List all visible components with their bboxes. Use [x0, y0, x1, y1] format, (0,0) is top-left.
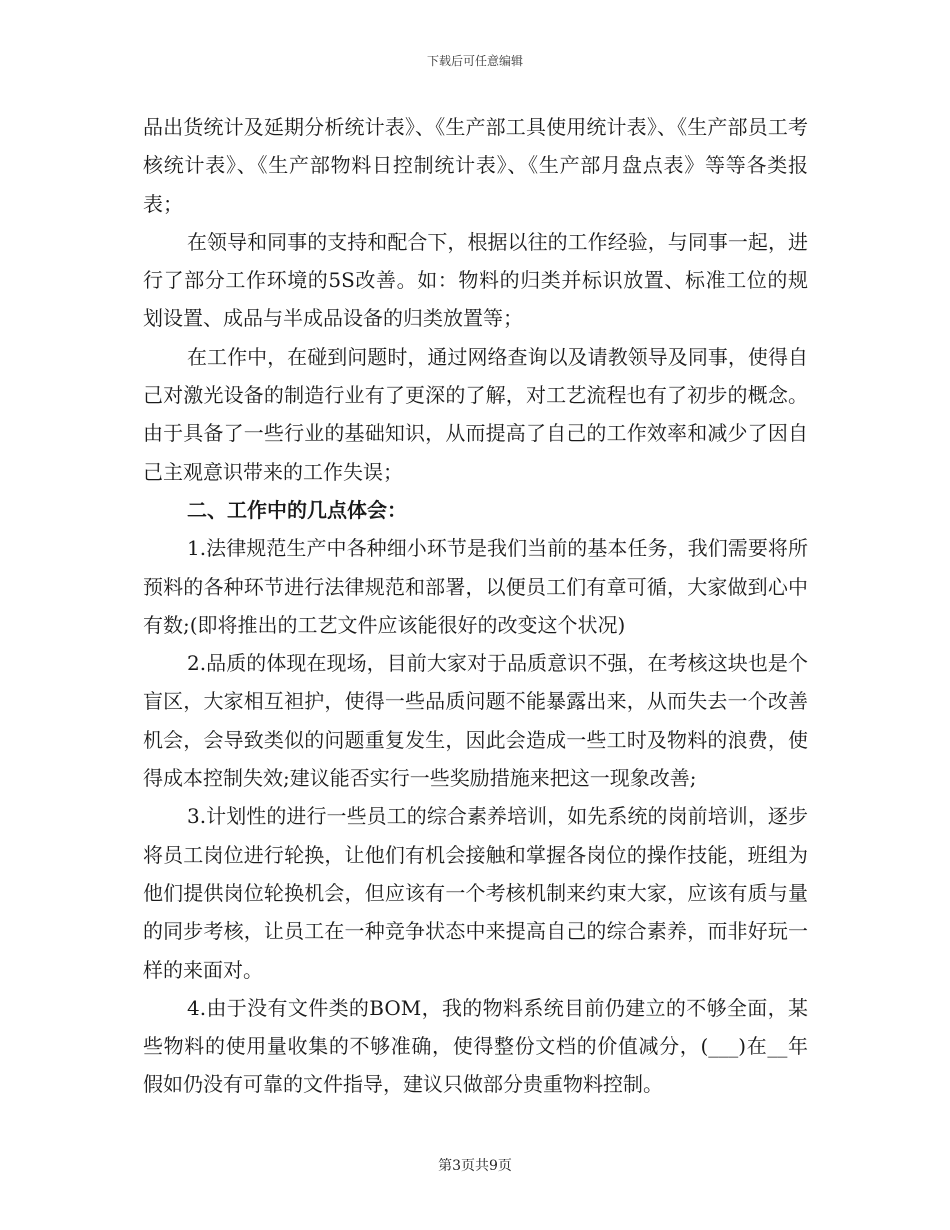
- page-footer: 第3页共9页: [438, 1158, 512, 1174]
- paragraph-report-list: 品出货统计及延期分析统计表》、《生产部工具使用统计表》、《生产部员工考核统计表》、《生产部物料日控制统计表》、《生产部月盘点表》等等各类报表；: [143, 115, 808, 216]
- paragraph-point-1: 1.法律规范生产中各种细小环节是我们当前的基本任务，我们需要将所预料的各种环节进行法律规范和部署，以便员工们有章可循，大家做到心中有数;(即将推出的工艺文件应该能很好的改变这个状况): [143, 536, 808, 637]
- section-heading: 二、工作中的几点体会：: [187, 497, 407, 522]
- paragraph-point-3: 3.计划性的进行一些员工的综合素养培训，如先系统的岗前培训，逐步将员工岗位进行轮换，让他们有机会接触和掌握各岗位的操作技能，班组为他们提供岗位轮换机会，但应该有一个考核机制来约束大家，应该有质与量的同步考核，让员工在一种竞争状态中来提高自己的综合素养，而非好玩一样的来面对。: [143, 804, 808, 982]
- paragraph-5s-improvement: 在领导和同事的支持和配合下，根据以往的工作经验，与同事一起，进行了部分工作环境的5S改善。如：物料的归类并标识放置、标准工位的规划设置、成品与半成品设备的归类放置等；: [143, 229, 808, 331]
- paragraph-point-4: 4.由于没有文件类的BOM，我的物料系统目前仍建立的不够全面，某些物料的使用量收集的不够准确，使得整份文档的价值减分，(___)在__年假如仍没有可靠的文件指导，建议只做部分贵重物料控制。: [143, 995, 808, 1097]
- paragraph-learning: 在工作中，在碰到问题时，通过网络查询以及请教领导及同事，使得自己对激光设备的制造行业有了更深的了解，对工艺流程也有了初步的概念。由于具备了一些行业的基础知识，从而提高了自己的工作效率和减少了因自己主观意识带来的工作失误；: [143, 344, 808, 484]
- page-header: 下载后可任意编辑: [426, 54, 523, 68]
- document-body: [143, 108, 808, 1104]
- paragraph-point-2: 2.品质的体现在现场，目前大家对于品质意识不强，在考核这块也是个盲区，大家相互袒护，使得一些品质问题不能暴露出来，从而失去一个改善机会，会导致类似的问题重复发生，因此会造成一些工时及物料的浪费，使得成本控制失效;建议能否实行一些奖励措施来把这一现象改善;: [143, 651, 808, 791]
